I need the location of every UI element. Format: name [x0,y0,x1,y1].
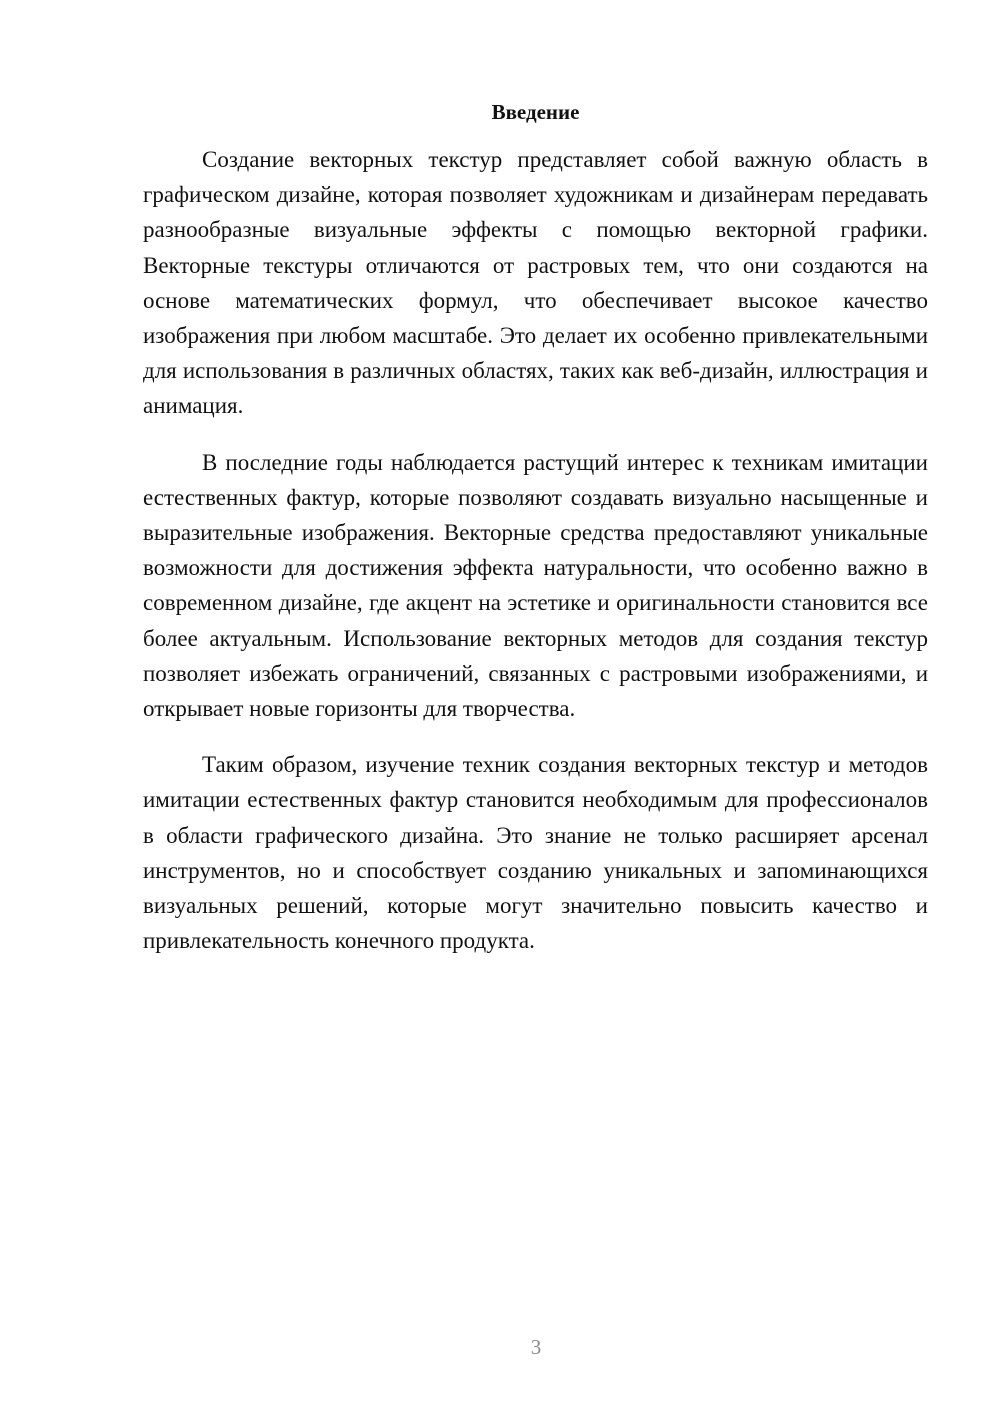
body-text [143,142,928,979]
page-number: 3 [530,1335,542,1359]
paragraph-3: Таким образом, изучение техник создания векторных текстур и методов имитации естественных фактур становится необходимым для профессионалов в области графического дизайна. Это знание не только расширяет арсенал инструментов, но и способствует созданию уникальных и запоминающихся визуальных решений, которые могут значительно повысить качество и привлекательность конечного продукта. [143,752,928,954]
paragraph-2: В последние годы наблюдается растущий интерес к техникам имитации естественных фактур, которые позволяют создавать визуально насыщенные и выразительные изображения. Векторные средства предоставляют уникальные возможности для достижения эффекта натуральности, что особенно важно в современном дизайне, где акцент на эстетике и оригинальности становится все более актуальным. Использование векторных методов для создания текстур позволяет избежать ограничений, связанных с растровыми изображениями, и открывает новые горизонты для творчества. [143,449,928,722]
section-title: Введение [491,100,580,124]
paragraph-1: Создание векторных текстур представляет собой важную область в графическом дизайне, которая позволяет художникам и дизайнерам передавать разнообразные визуальные эффекты с помощью векторной графики. Векторные текстуры отличаются от растровых тем, что они создаются на основе математических формул, что обеспечивает высокое качество изображения при любом масштабе. Это делает их особенно привлекательными для использования в различных областях, таких как веб-дизайн, иллюстрация и анимация. [143,147,928,419]
